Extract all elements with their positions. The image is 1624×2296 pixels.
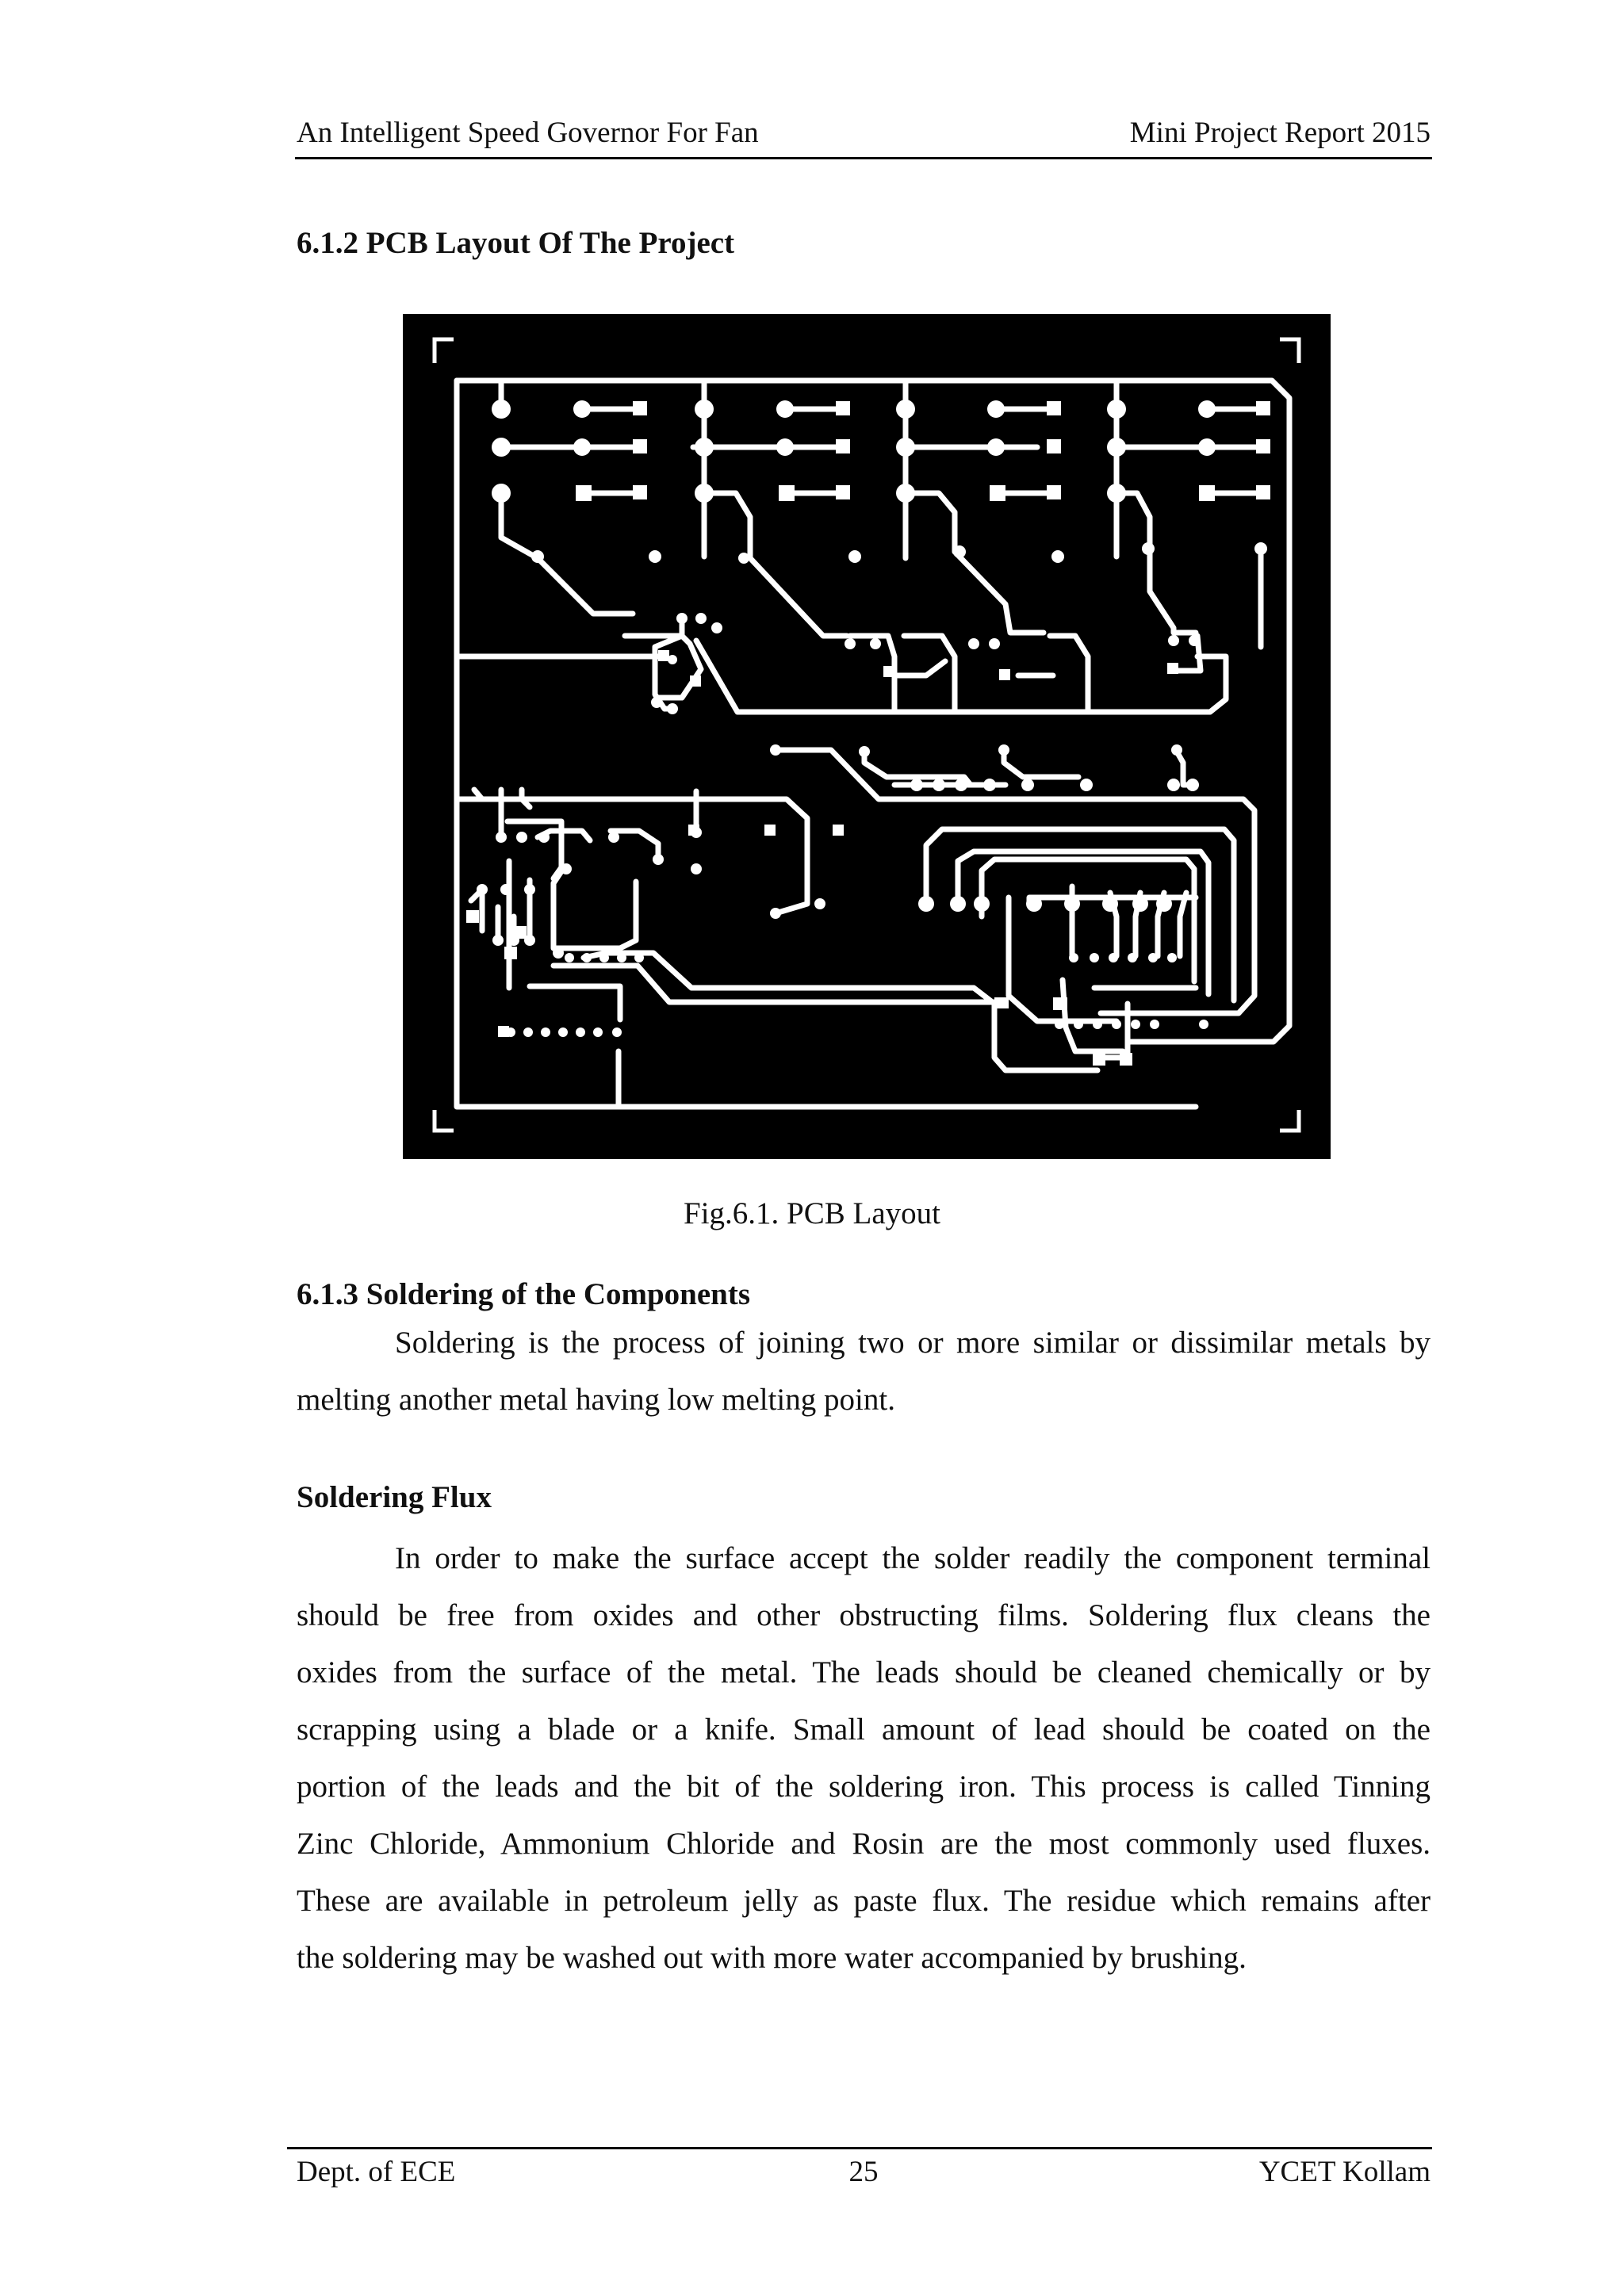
pcb-layout-figure [403,314,1331,1159]
paragraph-line: melting another metal having low melting point. [297,1383,895,1417]
footer-department: Dept. of ECE [297,2156,456,2188]
paragraph-line: These are available in petroleum jelly as paste flux. The residue which remains after [297,1884,1431,1918]
paragraph-line: Zinc Chloride, Ammonium Chloride and Rosin are the most commonly used fluxes. [297,1827,1431,1861]
header-title: An Intelligent Speed Governor For Fan [297,117,759,149]
page-footer [297,2155,1431,2199]
page-number: 25 [848,2156,879,2188]
paragraph-line: the soldering may be washed out with more water accompanied by brushing. [297,1941,1247,1975]
paragraph-line: In order to make the surface accept the solder readily the component terminal [395,1541,1431,1575]
header-rule [295,157,1432,159]
section-heading-soldering-flux: Soldering Flux [297,1480,492,1514]
paragraph-line: oxides from the surface of the metal. The leads should be cleaned chemically or by [297,1655,1431,1689]
header-report: Mini Project Report 2015 [1129,117,1431,149]
footer-college: YCET Kollam [1258,2156,1431,2188]
paragraph-line: Soldering is the process of joining two or more similar or dissimilar metals by [395,1326,1431,1360]
page-header [297,116,1431,160]
paragraph-line: scrapping using a blade or a knife. Small amount of lead should be coated on the [297,1712,1431,1747]
figure-caption: Fig.6.1. PCB Layout [684,1196,940,1230]
section-heading-soldering: 6.1.3 Soldering of the Components [297,1277,751,1311]
soldering-flux-paragraph [297,1530,1431,1987]
paragraph-line: should be free from oxides and other obstructing films. Soldering flux cleans the [297,1598,1431,1632]
footer-rule [287,2147,1432,2149]
soldering-paragraph [297,1314,1431,1429]
section-heading-pcb-layout: 6.1.2 PCB Layout Of The Project [297,226,735,260]
paragraph-line: portion of the leads and the bit of the soldering iron. This process is called Tinning [297,1770,1431,1804]
